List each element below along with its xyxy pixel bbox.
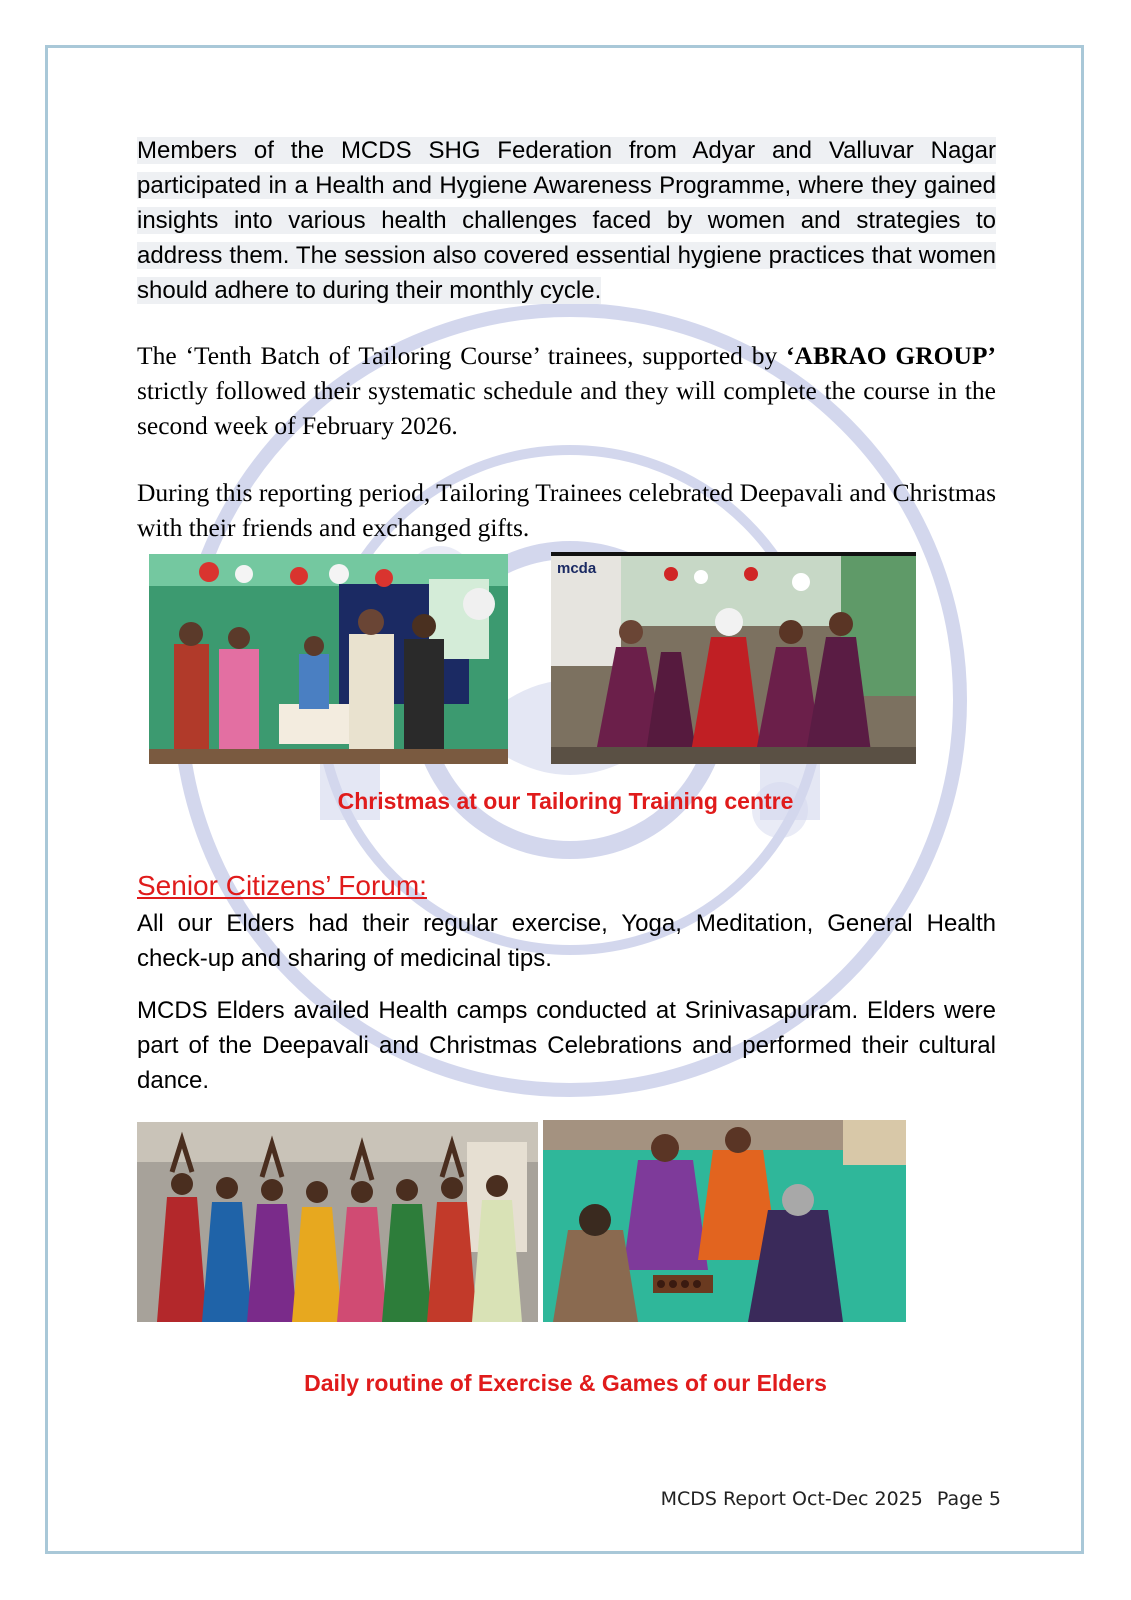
photo-elders-games [543, 1120, 906, 1322]
elders-paragraph-2: MCDS Elders availed Health camps conducted at Srinivasapuram. Elders were part of the Deepavali and Christmas Celebrations and performed their cultural dance. [137, 997, 996, 1094]
photo-gift-exchange [149, 554, 508, 764]
footer-page-number: Page 5 [936, 1488, 1001, 1510]
abrao-group-text: ‘ABRAO GROUP’ [786, 341, 997, 370]
footer-report: MCDS Report Oct-Dec 2025 [660, 1488, 923, 1510]
mcda-sign: mcda [557, 560, 597, 577]
shg-paragraph-text: Members of the MCDS SHG Federation from Adyar and Valluvar Nagar participated in a Health and Hygiene Awareness Programme, where they gained insights into various health challenges faced by women and strategies to address them. The session also covered essential hygiene practices that women should adhere to during their monthly cycle. [137, 137, 996, 304]
shg-paragraph [137, 133, 996, 308]
photo-santa-dance [551, 552, 916, 764]
celebration-paragraph: During this reporting period, Tailoring Trainees celebrated Deepavali and Christmas with their friends and exchanged gifts. [137, 478, 996, 542]
tailoring-text-2: strictly followed their systematic schedule and they will complete the course in the second week of February 2026. [137, 376, 996, 440]
page-footer [661, 1488, 1001, 1510]
tailoring-text-1: The ‘Tenth Batch of Tailoring Course’ trainees, supported by [137, 341, 787, 370]
senior-forum-heading: Senior Citizens’ Forum: [137, 870, 427, 901]
elders-paragraph-1: All our Elders had their regular exercise, Yoga, Meditation, General Health check-up and sharing of medicinal tips. [137, 910, 996, 972]
elders-caption: Daily routine of Exercise & Games of our Elders [304, 1370, 827, 1396]
photo-elders-yoga [137, 1122, 538, 1322]
christmas-caption: Christmas at our Tailoring Training centre [337, 788, 794, 814]
tailoring-paragraph [137, 338, 996, 443]
